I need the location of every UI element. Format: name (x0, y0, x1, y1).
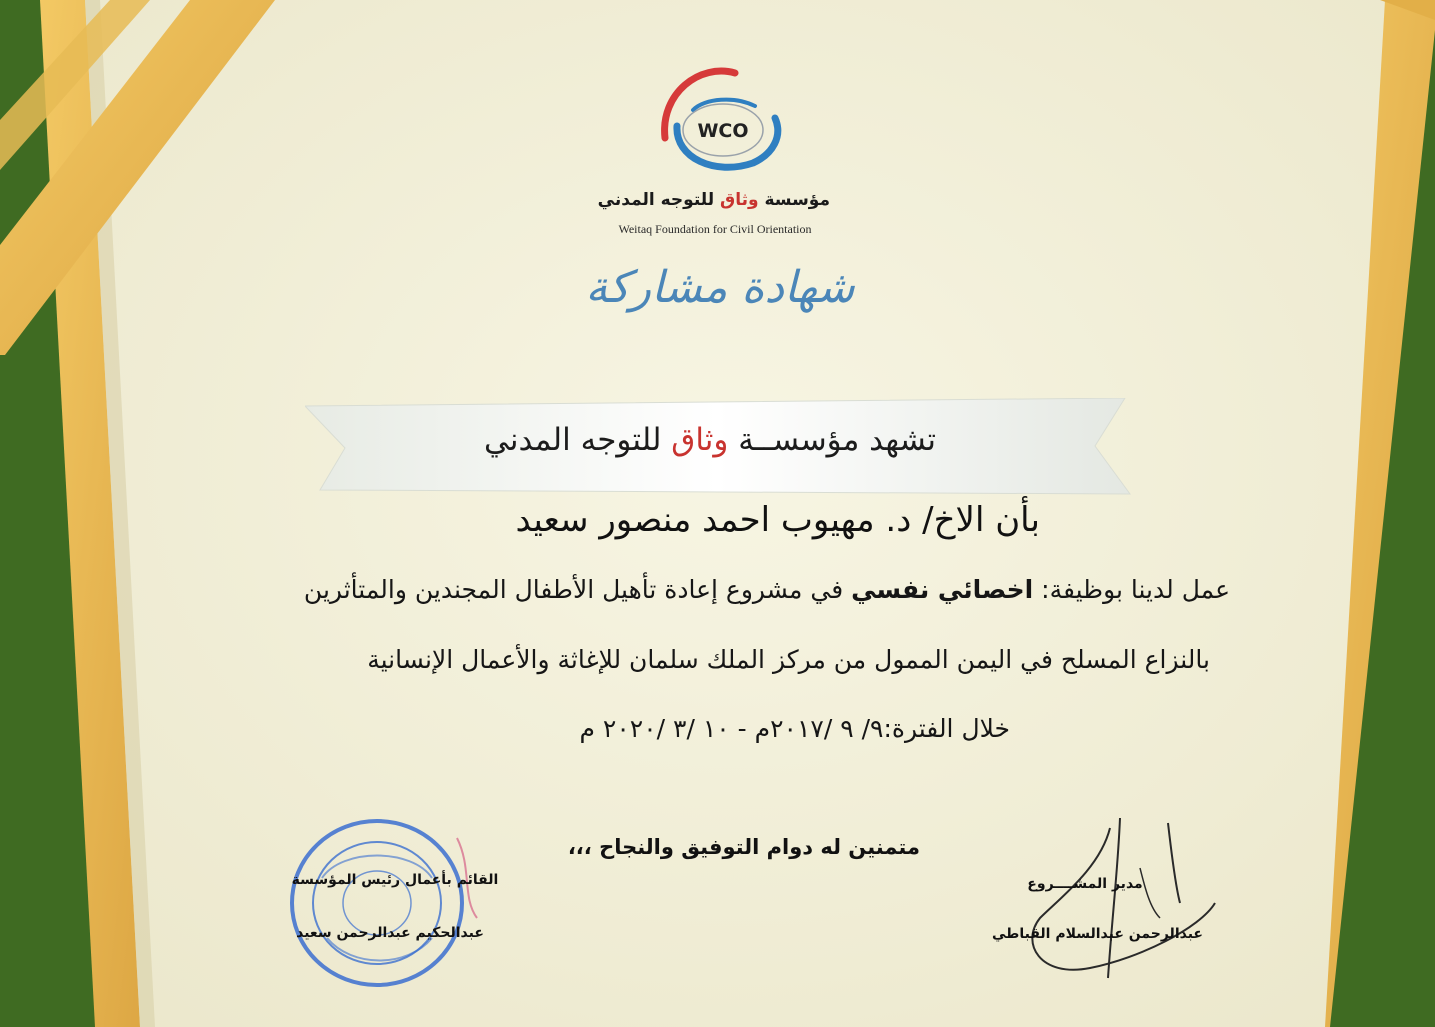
organization-name-ar (597, 190, 830, 210)
right-signatory-name: عبدالرحمن عبدالسلام القباطي (992, 926, 1203, 942)
job-title: اخصائي نفسي (851, 575, 1034, 604)
certification-statement (430, 422, 990, 458)
job-prefix: عمل لدينا بوظيفة: (1033, 575, 1230, 604)
official-stamp-icon (282, 808, 482, 998)
signature-icon (1000, 808, 1230, 998)
job-description (230, 575, 1230, 604)
project-funding-line: بالنزاع المسلح في اليمن الممول من مركز الملك سلمان للإغاثة والأعمال الإنسانية (367, 645, 1210, 674)
closing-wishes: متمنين له دوام التوفيق والنجاح ،،، (567, 835, 920, 859)
statement-prefix: تشهد مؤسســة (728, 422, 936, 458)
organization-name-en: Weitaq Foundation for Civil Orientation (618, 222, 812, 236)
org-name-prefix: مؤسسة (758, 190, 830, 210)
org-name-accent: وثاق (720, 190, 759, 210)
wco-logo-icon (655, 58, 785, 188)
job-suffix: في مشروع إعادة تأهيل الأطفال المجندين والمتأثرين (303, 575, 852, 604)
recipient-name: بأن الاخ/ د. مهيوب احمد منصور سعيد (515, 500, 1040, 540)
left-signatory-name: عبدالحكيم عبدالرحمن سعيد (296, 925, 484, 941)
statement-accent: وثاق (671, 422, 729, 458)
left-signatory-title: القائم بأعمال رئيس المؤسسة (291, 872, 499, 888)
right-signatory-title: مدير المشــــروع (1027, 876, 1143, 892)
service-period: خلال الفترة:٩/ ٩ /٢٠١٧م - ١٠ /٣ /٢٠٢٠ م (579, 714, 1010, 743)
certificate-title: شهادة مشاركة (585, 262, 855, 313)
logo-mark-text: WCO (697, 120, 749, 142)
org-name-suffix: للتوجه المدني (597, 190, 721, 210)
statement-suffix: للتوجه المدني (484, 422, 672, 458)
